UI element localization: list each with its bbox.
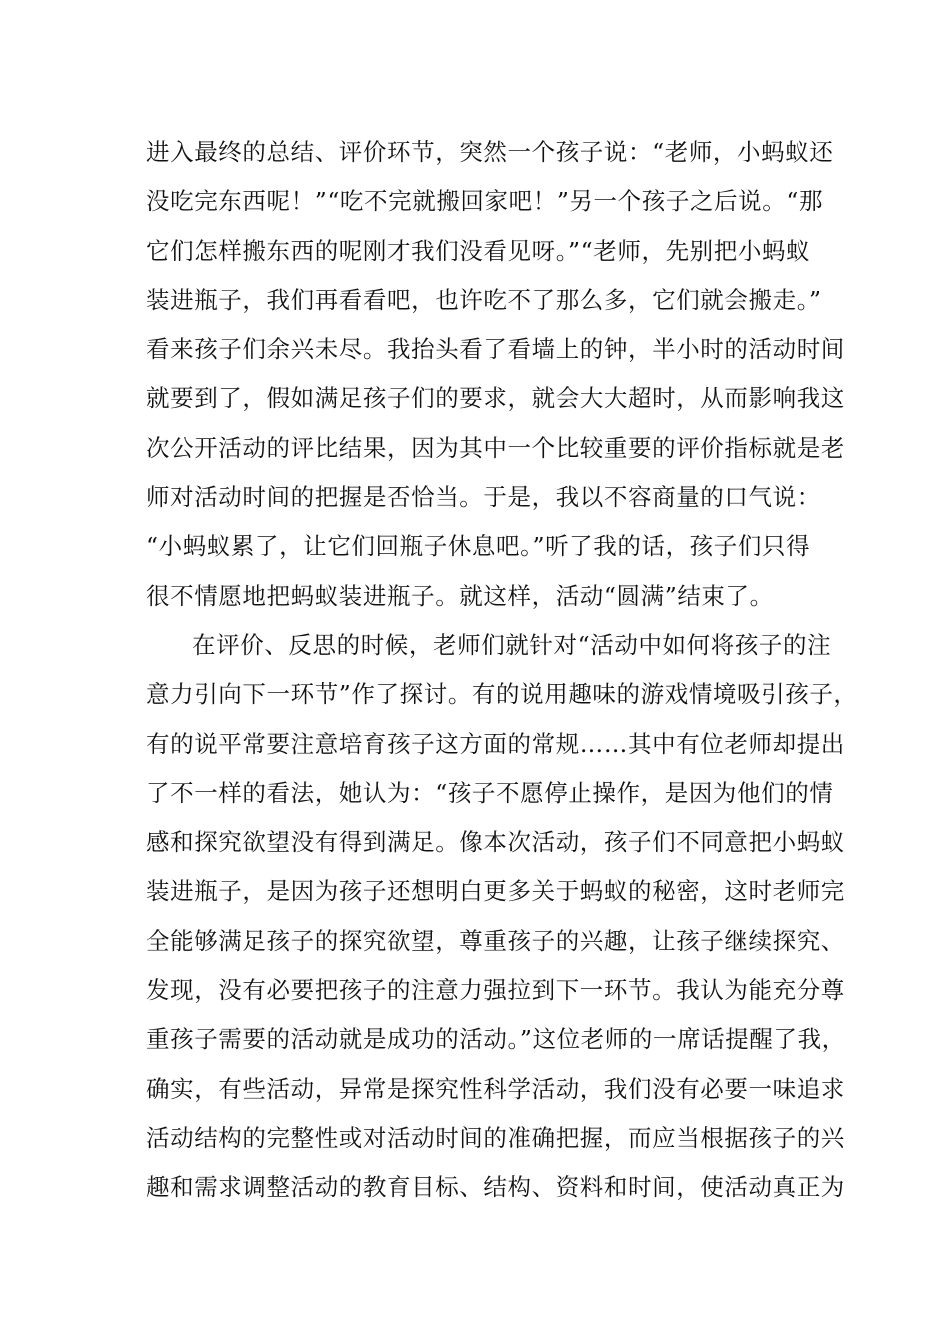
text-line: 装进瓶子，我们再看看吧，也许吃不了那么多，它们就会搬走。” <box>146 285 822 314</box>
text-line: 意力引向下一环节”作了探讨。有的说用趣味的游戏情境吸引孩子， <box>146 680 858 709</box>
text-line: 活动结构的完整性或对活动时间的准确把握，而应当根据孩子的兴 <box>146 1123 845 1152</box>
text-line: 看来孩子们余兴未尽。我抬头看了看墙上的钟，半小时的活动时间 <box>146 335 845 364</box>
text-line: 就要到了，假如满足孩子们的要求，就会大大超时，从而影响我这 <box>146 384 845 413</box>
text-line: 确实，有些活动，异常是探究性科学活动，我们没有必要一味追求 <box>146 1074 845 1103</box>
text-line: 有的说平常要注意培育孩子这方面的常规……其中有位老师却提出 <box>146 729 845 758</box>
text-line: 进入最终的总结、评价环节，突然一个孩子说：“老师，小蚂蚁还 <box>146 138 834 166</box>
paragraph-first-line: 在评价、反思的时候，老师们就针对“活动中如何将孩子的注 <box>192 630 832 659</box>
text-line: 全能够满足孩子的探究欲望，尊重孩子的兴趣，让孩子继续探究、 <box>146 926 845 955</box>
text-line: 重孩子需要的活动就是成功的活动。”这位老师的一席话提醒了我， <box>146 1025 846 1054</box>
text-line: 师对活动时间的把握是否恰当。于是，我以不容商量的口气说： <box>146 483 821 512</box>
text-line: 它们怎样搬东西的呢刚才我们没看见呀。”“老师，先别把小蚂蚁 <box>146 236 811 265</box>
body-text <box>146 128 858 1213</box>
text-line: “小蚂蚁累了，让它们回瓶子休息吧。”听了我的话，孩子们只得 <box>146 532 811 561</box>
text-line: 没吃完东西呢！”“吃不完就搬回家吧！”另一个孩子之后说。“那 <box>146 187 824 216</box>
text-line: 趣和需求调整活动的教育目标、结构、资料和时间，使活动真正为 <box>146 1173 845 1202</box>
text-line: 装进瓶子，是因为孩子还想明白更多关于蚂蚁的秘密，这时老师完 <box>146 877 845 906</box>
text-line: 发现，没有必要把孩子的注意力强拉到下一环节。我认为能充分尊 <box>146 976 845 1005</box>
text-line: 了不一样的看法，她认为：“孩子不愿停止操作，是因为他们的情 <box>146 778 834 807</box>
text-line: 次公开活动的评比结果，因为其中一个比较重要的评价指标就是老 <box>146 433 845 462</box>
text-line: 感和探究欲望没有得到满足。像本次活动，孩子们不同意把小蚂蚁 <box>146 828 845 857</box>
text-line: 很不情愿地把蚂蚁装进瓶子。就这样，活动“圆满”结束了。 <box>146 581 774 610</box>
